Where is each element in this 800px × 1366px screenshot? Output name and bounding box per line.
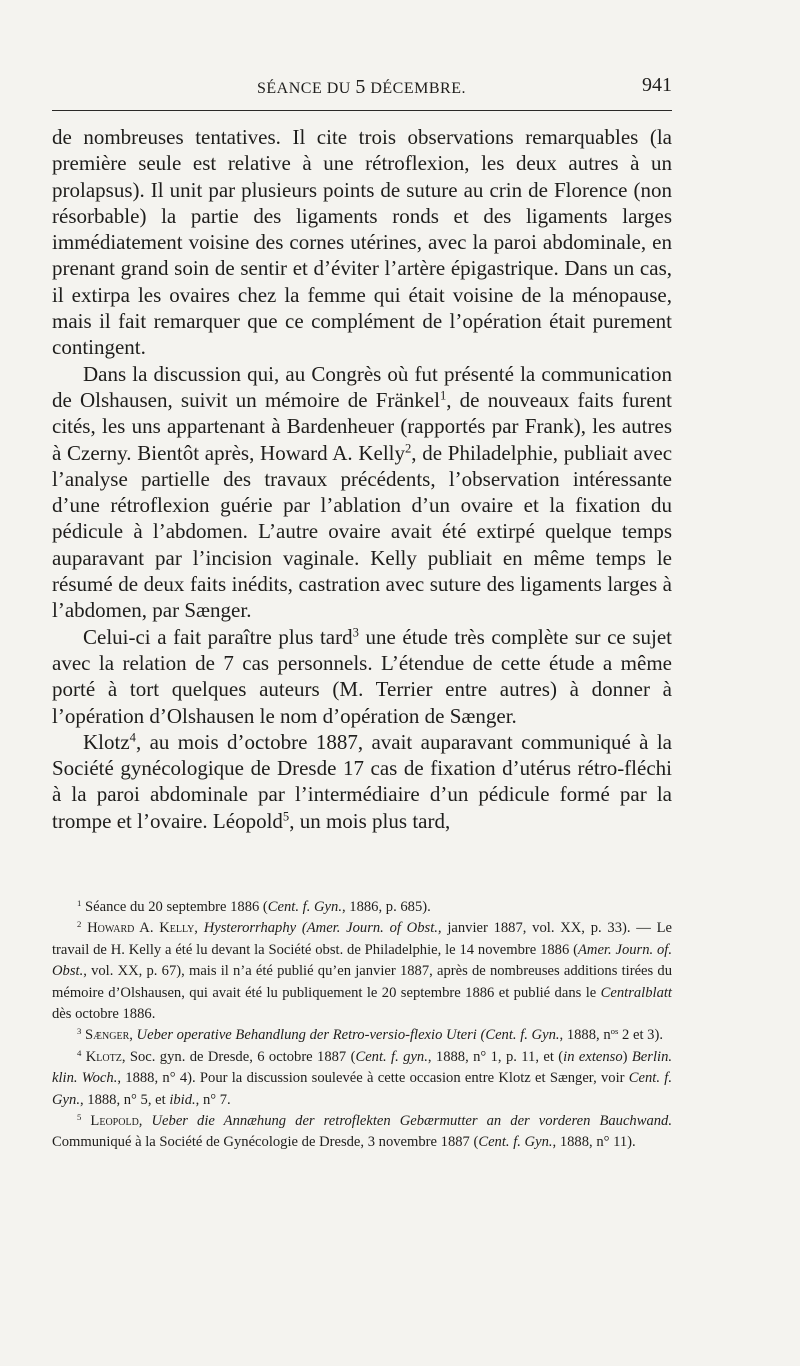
- footnote-5: $^5$ Leopold, Ueber die Annæhung der retroflekten Gebærmutter an der vorderen Bauchwand. Communiqué à la Société de Gynécologie de Dresde, 3 novembre 1887 (Cent. f. Gyn., 1888, n° 11).: [52, 1111, 673, 1151]
- footnote-ref-2: 2: [405, 441, 412, 456]
- body-text: [52, 124, 672, 834]
- paragraph-1: de nombreuses tentatives. Il cite trois observations remarquables (la première seule est relative à une rétroflexion, les deux autres à un prolapsus). Il unit par plusieurs points de suture au crin de Florence (non résorbable) la partie des ligaments ronds et des ligaments larges immédiatement voisine des cornes utérines, avec la paroi abdominale, en prenant grand soin de sentir et d’éviter l’artère épigastrique. Dans un cas, il extirpa les ovaires chez la femme qui était voisine de la ménopause, mais il fait remarquer que ce complément de l’opération était purement contingent.: [52, 125, 672, 360]
- footnote-ref-1: 1: [439, 388, 447, 403]
- footnote-2: $^2$ Howard A. Kelly, Hysterorrhaphy (Amer. Journ. of Obst., janvier 1887, vol. XX, p. 33). — Le travail de H. Kelly a été lu devant la Société obst. de Philadelphie, le 14 novembre 1886 (Amer. Journ. of. Obst., vol. XX, p. 67), mais il n’a été publié qu’en janvier 1887, après de nombreuses additions tirées du mémoire d’Olshausen, qui avait été lu publiquement le 20 septembre 1886 et publié dans le Centralblatt dès octobre 1886.: [52, 919, 672, 1023]
- footnote-ref-5: 5: [282, 809, 290, 824]
- footnote-1: $^1$ Séance du 20 septembre 1886 (Cent. f. Gyn., 1886, p. 685).: [77, 897, 431, 915]
- footnote-ref-3: 3: [352, 625, 359, 640]
- page-number: 941: [642, 74, 672, 96]
- running-header: [52, 72, 672, 106]
- footnote-3: $^3$ Sænger, Ueber operative Behandlung der Retro-versio-flexio Uteri (Cent. f. Gyn., 1888, $n^{os}$ 2 et 3).: [77, 1026, 663, 1044]
- footnotes: [52, 897, 672, 1154]
- footnote-ref-4: 4: [129, 730, 136, 745]
- paragraph-3: Celui-ci a fait paraître plus tard$^3$ une étude très complète sur ce sujet avec la relation de 7 cas personnels. L’étendue de cette étude a même porté à tort quelques auteurs (M. Terrier entre autres) à donner à l’opération d’Olshausen le nom d’opération de Sænger.: [52, 624, 672, 728]
- paragraph-4: Klotz$^4$, au mois d’octobre 1887, avait auparavant communiqué à la Société gynécologique de Dresde 17 cas de fixation d’utérus rétro-fléchi à la paroi abdominale par l’intermédiaire d’un pédicule formé par la trompe et l’ovaire. Léopold$^5$, un mois plus tard,: [52, 729, 672, 833]
- header-rule: [52, 110, 672, 111]
- running-title: SÉANCE DU 5 DÉCEMBRE.: [257, 76, 466, 98]
- paragraph-2: Dans la discussion qui, au Congrès où fut présenté la communication de Olshausen, suivit un mémoire de Fränkel$^1$, de nouveaux faits furent cités, les uns appartenant à Bardenheuer (rapportés par Frank), les autres à Czerny. Bientôt après, Howard A. Kelly$^2$, de Philadelphie, publiait avec l’analyse partielle des travaux précédents, l’observation intéressante d’une rétroflexion guérie par l’ablation d’un ovaire et la fixation du pédicule à l’abdomen. L’autre ovaire avait été extirpé quelque temps auparavant par l’incision vaginale. Kelly publiait en même temps le résumé de deux faits inédits, castration avec suture des ligaments larges à l’abdomen, par Sænger.: [52, 361, 673, 623]
- footnote-4: $^4$ Klotz, Soc. gyn. de Dresde, 6 octobre 1887 (Cent. f. gyn., 1888, n° 1, p. 11, et (in extenso) Berlin. klin. Woch., 1888, n° 4). Pour la discussion soulevée à cette occasion entre Klotz et Sænger, voir Cent. f. Gyn., 1888, n° 5, et ibid., n° 7.: [52, 1047, 673, 1108]
